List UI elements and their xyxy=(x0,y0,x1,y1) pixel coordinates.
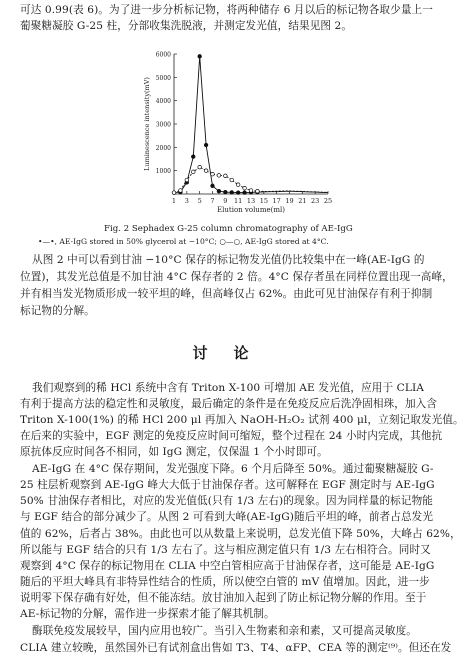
y-tick-label: 4000 xyxy=(155,98,171,106)
text-line: 值的 62%，后者占 38%。由此也可以从数量上来说明，总发光值下降 50%，大峰占 62%， xyxy=(20,528,461,540)
figure-caption-legend: •—•, AE-IgG stored in 50% glycerol at −10°C; ○—○, AE-IgG stored at 4°C. xyxy=(38,237,329,246)
x-tick-label: 3 xyxy=(184,197,189,205)
data-point xyxy=(204,143,208,147)
text-line: Triton X-100(1%) 的稀 HCl 200 μl 再加入 NaOH-H₂O₂ 试剂 400 μl，立刻记取发光值。 xyxy=(20,414,464,426)
x-tick-label: 13 xyxy=(246,197,256,205)
text-line: 25 柱层析观察到 AE-IgG 峰大大低于甘油保存者。这可解释在 EGF 测定时与 AE-IgG xyxy=(20,479,435,491)
text-line: 标记物的分解。 xyxy=(20,305,95,317)
text-line: AE-IgG 在 4°C 保存期间，发光强度下降。6 个月后降至 50%。通过葡聚糖凝胶 G- xyxy=(32,463,434,475)
data-point xyxy=(217,189,221,193)
figure-2 xyxy=(140,44,350,224)
series-line-1 xyxy=(174,56,328,192)
data-point xyxy=(211,172,215,176)
data-point xyxy=(172,191,176,195)
text-line: AE-标记物的分解，需作进一步探索才能了解其机制。 xyxy=(20,608,275,620)
x-tick-label: 17 xyxy=(272,197,281,205)
data-point xyxy=(191,170,195,174)
y-tick-label: 5000 xyxy=(155,74,171,82)
text-line: 随后的平坦大峰具有非特异性结合的性质，所以使空白管的 mV 值增加。因此，进一步 xyxy=(20,576,430,588)
y-tick-label: 1000 xyxy=(155,168,171,176)
text-line: 可达 0.99(表 6)。为了进一步分析标记物，将两种储存 6 月以后的标记物各取少量上一 xyxy=(20,4,433,16)
y-axis-label: Luminescence intensity(mV) xyxy=(143,77,151,171)
y-tick-label: 3000 xyxy=(155,121,171,129)
x-tick-label: 19 xyxy=(285,197,294,205)
data-point xyxy=(211,184,215,188)
data-point xyxy=(249,189,253,193)
figure-caption-title: Fig. 2 Sephadex G-25 column chromatography of AE-IgG xyxy=(104,224,353,234)
y-tick-label: 6000 xyxy=(155,51,171,59)
y-tick-label: 2000 xyxy=(155,144,171,152)
data-point xyxy=(236,191,240,195)
data-point xyxy=(198,55,202,59)
data-point xyxy=(230,178,234,182)
x-tick-label: 15 xyxy=(259,197,268,205)
text-line: 从图 2 中可以看到甘油 −10°C 保存的标记物发光值仍比较集中在一峰(AE-IgG 的 xyxy=(32,254,425,266)
x-tick-label: 7 xyxy=(210,197,215,205)
data-point xyxy=(230,191,234,195)
x-tick-label: 11 xyxy=(234,197,243,205)
data-point xyxy=(243,186,247,190)
x-tick-label: 23 xyxy=(311,197,320,205)
text-line: 有利于提高方法的稳定性和灵敏度，最后确定的条件是在免疫反应后洗净固相珠，加入含 xyxy=(20,398,438,410)
text-line: 位置)，其发光总值是不加甘油 4°C 保存者的 2 倍。4°C 保存者虽在同样位置出现一高峰， xyxy=(20,271,453,283)
x-tick-label: 25 xyxy=(323,197,333,205)
data-point xyxy=(224,190,228,194)
text-line: 说明零下保存确有好处，但不能冻结。放甘油加入起到了防止标记物分解的作用。至于 xyxy=(20,592,427,604)
x-tick-label: 9 xyxy=(223,197,228,205)
text-line: 酶联免疫发展较早，国内应用也较广。当引入生物素和亲和素，又可提高灵敏度。 xyxy=(32,625,417,637)
text-line: 葡聚糖凝胶 G-25 柱，分部收集洗脱液，并测定发光值，结果见图 2。 xyxy=(20,20,353,32)
text-line: 与 EGF 结合的部分减少了。从图 2 可看到大峰(AE-IgG)随后平坦的峰，前者占总发光 xyxy=(20,511,434,523)
data-point xyxy=(236,183,240,187)
data-point xyxy=(191,155,195,159)
text-line: 在后来的实验中，EGF 测定的免疫反应时间可缩短，整个过程在 24 小时内完成，其他抗 xyxy=(20,430,443,442)
data-point xyxy=(204,169,208,173)
text-line: CLIA 建立较晚，虽然国外已有试剂盒出售如 T3、T4、αFP、CEA 等的测定⁽⁹⁾。但还在发 xyxy=(20,642,452,654)
text-line: 50% 甘油保存者相比，对应的发光值低(只有 1/3 左右)的现象。因为同样量的标记物能 xyxy=(20,495,433,507)
text-line: 我们观察到的稀 HCl 系统中含有 Triton X-100 可增加 AE 发光值，应用于 CLIA xyxy=(32,382,425,394)
text-line: 原抗体反应时间各不相同，如 IgG 测定，仅保温 1 个小时即可。 xyxy=(20,446,328,458)
data-point xyxy=(185,178,189,182)
data-point xyxy=(217,174,221,178)
data-point xyxy=(243,191,247,195)
text-line: 观察到 4°C 保存的标记物用在 CLIA 中空白管相应高于甘油保存者，这可能是 AE-IgG xyxy=(20,560,435,572)
text-line: 所以能与 EGF 结合的只有 1/3 左右了。这与相应测定值只有 1/3 左右相符合。同时又 xyxy=(20,544,431,556)
data-point xyxy=(179,189,183,193)
x-tick-label: 21 xyxy=(298,197,307,205)
data-point xyxy=(198,165,202,169)
text-line: 并有相当发光物质形成一较平坦的峰，但高峰仅占 62%。由此可见甘油保存有利于抑制 xyxy=(20,288,433,300)
x-tick-label: 1 xyxy=(171,197,177,205)
section-heading: 讨论 xyxy=(192,344,275,362)
x-tick-label: 5 xyxy=(197,197,202,205)
line-chart xyxy=(140,44,350,224)
x-axis-label: Elution volume(ml) xyxy=(217,206,285,214)
data-point xyxy=(224,174,228,178)
data-point xyxy=(256,189,260,193)
